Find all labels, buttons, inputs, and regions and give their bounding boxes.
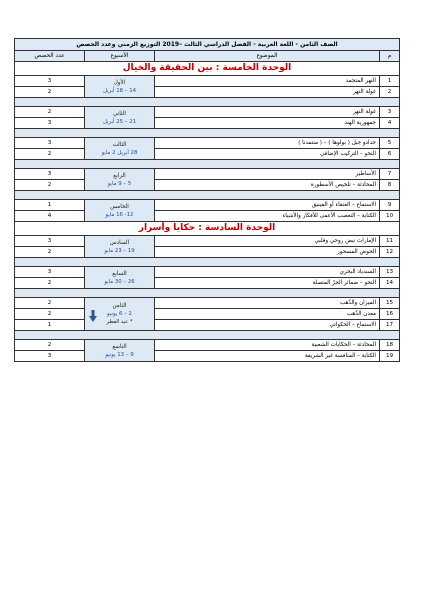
header-row bbox=[15, 51, 400, 62]
week-date: 5 – 9 مايو bbox=[107, 180, 132, 187]
row-count: 1 bbox=[15, 200, 85, 211]
row-num: 2 bbox=[380, 87, 400, 98]
row-num: 1 bbox=[380, 76, 400, 87]
row-topic: الميزان والذّهب bbox=[155, 298, 380, 309]
row-num: 11 bbox=[380, 236, 400, 247]
table-row bbox=[15, 149, 400, 160]
week-cell bbox=[85, 200, 155, 222]
arrow-down-icon bbox=[89, 310, 97, 322]
row-count: 3 bbox=[15, 169, 85, 180]
row-topic: النحو – ضمائر الجرّ المتصلة bbox=[155, 278, 380, 289]
table-row bbox=[15, 107, 400, 118]
table-row bbox=[15, 351, 400, 362]
week-date: 21 – 25 أبريل bbox=[102, 118, 137, 125]
row-topic: الاستماع – الحكواتي bbox=[155, 320, 380, 331]
row-topic: الكتابة – التعصب الأعمى للأفكار والأشياء bbox=[155, 211, 380, 222]
row-num: 15 bbox=[380, 298, 400, 309]
unit-title: الوحدة الخامسة : بين الحقيقة والخيال bbox=[15, 62, 400, 76]
table-row bbox=[15, 118, 400, 129]
table-row bbox=[15, 211, 400, 222]
table-row bbox=[15, 247, 400, 258]
table-row bbox=[15, 180, 400, 191]
unit-row bbox=[15, 62, 400, 76]
table-row bbox=[15, 298, 400, 309]
week-name: التاسع bbox=[112, 343, 127, 350]
week-name: الأول bbox=[113, 79, 126, 86]
table-row bbox=[15, 76, 400, 87]
schedule-page bbox=[14, 38, 399, 362]
week-date: 9 – 13 يونيو bbox=[105, 351, 134, 358]
row-count: 3 bbox=[15, 351, 85, 362]
row-topic: المحادثة – الحكايات الشعبية bbox=[155, 340, 380, 351]
week-cell bbox=[85, 267, 155, 289]
header-count: عدد الحصص bbox=[15, 51, 85, 62]
week-name: الثاني bbox=[113, 110, 126, 117]
week-date: 26 – 30 مايو bbox=[104, 278, 135, 285]
row-topic: غولة النهر bbox=[155, 87, 380, 98]
row-count: 4 bbox=[15, 211, 85, 222]
row-num: 7 bbox=[380, 169, 400, 180]
week-name: الثامن bbox=[112, 303, 127, 309]
row-topic: الاستماع – العنقاء أو الفينيق bbox=[155, 200, 380, 211]
table-row bbox=[15, 236, 400, 247]
row-topic: معدن الذّهب bbox=[155, 309, 380, 320]
row-topic: الكتابة – المنافسة غير الشريفة bbox=[155, 351, 380, 362]
row-num: 14 bbox=[380, 278, 400, 289]
row-num: 3 bbox=[380, 107, 400, 118]
week-cell bbox=[85, 169, 155, 191]
week-cell bbox=[85, 298, 155, 331]
row-count: 1 bbox=[15, 320, 85, 331]
row-topic: جمهورية الهند bbox=[155, 118, 380, 129]
spacer-row bbox=[15, 160, 400, 169]
row-topic: النهر المتجمد bbox=[155, 76, 380, 87]
spacer-row bbox=[15, 331, 400, 340]
week-cell bbox=[85, 76, 155, 98]
unit-title: الوحدة السادسة : حكايا وأسرار bbox=[15, 222, 400, 236]
row-topic: حدادو جبل ( بولوها ) – ( منتمدنا ) bbox=[155, 138, 380, 149]
row-num: 9 bbox=[380, 200, 400, 211]
spacer-row bbox=[15, 191, 400, 200]
row-num: 4 bbox=[380, 118, 400, 129]
row-count: 3 bbox=[15, 236, 85, 247]
table-row bbox=[15, 278, 400, 289]
table-row bbox=[15, 340, 400, 351]
spacer-row bbox=[15, 258, 400, 267]
row-num: 10 bbox=[380, 211, 400, 222]
week-cell bbox=[85, 107, 155, 129]
row-topic: المحادثة – تلخيص الأسطورة bbox=[155, 180, 380, 191]
week-name: السادس bbox=[109, 239, 130, 246]
row-count: 2 bbox=[15, 180, 85, 191]
row-count: 2 bbox=[15, 149, 85, 160]
unit-row bbox=[15, 222, 400, 236]
week-date: 28 أبريل 2 مايو bbox=[101, 149, 138, 156]
week-date: 2 – 6 يونيو bbox=[107, 311, 132, 317]
row-count: 2 bbox=[15, 298, 85, 309]
row-count: 2 bbox=[15, 87, 85, 98]
spacer-row bbox=[15, 289, 400, 298]
table-row bbox=[15, 267, 400, 278]
row-num: 13 bbox=[380, 267, 400, 278]
row-count: 2 bbox=[15, 247, 85, 258]
table-title: الصف الثامن - اللغة العربية - الفصل الدراسي الثالث –2019 التوزيع الزمني وعدد الحصص bbox=[15, 39, 400, 51]
week-name: السابع bbox=[112, 270, 127, 277]
header-num: م bbox=[380, 51, 400, 62]
header-topic: الموضوع bbox=[155, 51, 380, 62]
week-date: 12- 16 مايو bbox=[105, 211, 134, 218]
week-cell bbox=[85, 138, 155, 160]
row-count: 3 bbox=[15, 118, 85, 129]
schedule-table bbox=[14, 38, 400, 362]
week-name: الثالث bbox=[112, 141, 127, 148]
row-topic: غولة النهر bbox=[155, 107, 380, 118]
spacer-row bbox=[15, 129, 400, 138]
row-num: 19 bbox=[380, 351, 400, 362]
row-num: 12 bbox=[380, 247, 400, 258]
week-name: الخامس bbox=[110, 203, 129, 210]
row-topic: النحو – التركيب الإضافي bbox=[155, 149, 380, 160]
row-topic: الأساطير bbox=[155, 169, 380, 180]
table-row bbox=[15, 200, 400, 211]
week-date: 19 – 23 مايو bbox=[104, 247, 135, 254]
week-name: الرابع bbox=[113, 172, 126, 179]
row-num: 17 bbox=[380, 320, 400, 331]
table-row bbox=[15, 87, 400, 98]
table-row bbox=[15, 169, 400, 180]
row-count: 3 bbox=[15, 267, 85, 278]
holiday-note: * عيد الفطر bbox=[106, 319, 133, 325]
table-row bbox=[15, 309, 400, 320]
spacer-row bbox=[15, 98, 400, 107]
row-num: 16 bbox=[380, 309, 400, 320]
row-count: 2 bbox=[15, 278, 85, 289]
week-cell bbox=[85, 236, 155, 258]
row-count: 2 bbox=[15, 107, 85, 118]
row-num: 6 bbox=[380, 149, 400, 160]
week-date: 14 – 18 أبريل bbox=[102, 87, 137, 94]
title-row bbox=[15, 39, 400, 51]
row-count: 3 bbox=[15, 138, 85, 149]
row-topic: السندباد البحري bbox=[155, 267, 380, 278]
row-num: 5 bbox=[380, 138, 400, 149]
row-num: 8 bbox=[380, 180, 400, 191]
table-row bbox=[15, 138, 400, 149]
row-num: 18 bbox=[380, 340, 400, 351]
row-count: 2 bbox=[15, 309, 85, 320]
row-count: 2 bbox=[15, 340, 85, 351]
row-count: 3 bbox=[15, 76, 85, 87]
row-topic: الحوض المسحور bbox=[155, 247, 380, 258]
row-topic: الإمارات نبض روحي وقلبي bbox=[155, 236, 380, 247]
header-week: الأسبوع bbox=[85, 51, 155, 62]
table-row bbox=[15, 320, 400, 331]
week-cell bbox=[85, 340, 155, 362]
